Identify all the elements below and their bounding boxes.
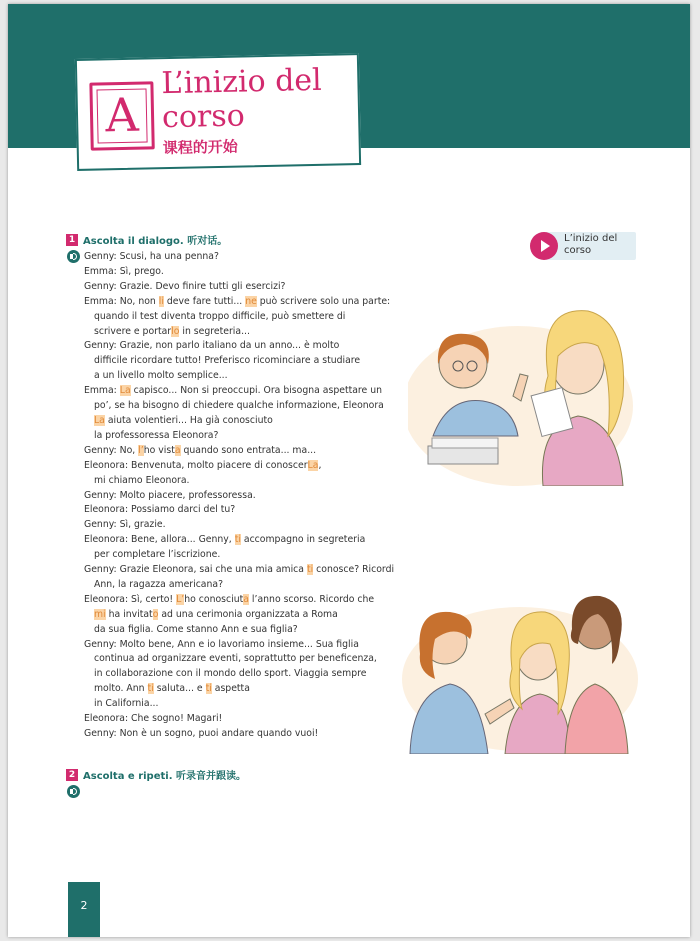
page-title: L’inizio del corso [161, 62, 323, 136]
section-1-heading [66, 232, 227, 247]
book-page [8, 4, 690, 937]
dialogue-line: Genny: Grazie Eleonora, sai che una mia amica ti conosce? Ricordi Ann, la ragazza americana? [84, 564, 395, 590]
dialogue-line: Genny: Grazie. Devo finire tutti gli esercizi? [84, 280, 286, 292]
dialogue-line: Genny: No, l’ho vista quando sono entrata... ma... [84, 444, 317, 456]
section-2-heading [66, 767, 246, 782]
play-icon[interactable] [530, 232, 558, 260]
section-2-number: 2 [66, 769, 78, 781]
page-number: 2 [68, 882, 100, 937]
dialogue-line: Eleonora: Possiamo darci del tu? [84, 504, 236, 516]
page-subtitle: 课程的开始 [162, 137, 238, 158]
dialogue-line: Genny: Grazie, non parlo italiano da un anno... è molto difficile ricordare tutto! Preferisco ricominciare a studiare a un livello molto semplice... [84, 340, 361, 382]
title-box [75, 53, 361, 171]
dialogue-line: Eleonora: Sì, certo! L’ho conosciuta l’anno scorso. Ricordo che mi ha invitato ad una cerimonia organizzata a Roma da sua figlia. Come stanno Ann e sua figlia? [84, 593, 375, 635]
dialogue-text [84, 250, 414, 742]
audio-icon[interactable] [67, 785, 80, 798]
section-1-title: Ascolta il dialogo. 听对话。 [83, 236, 228, 247]
dialogue-line: Eleonora: Benvenuta, molto piacere di conoscerLa, mi chiamo Eleonora. [84, 459, 322, 486]
dialogue-line: Genny: Non è un sogno, puoi andare quando vuoi! [84, 728, 319, 739]
dialogue-line: Genny: Sì, grazie. [84, 519, 166, 531]
dialogue-line: Emma: La capisco... Non si preoccupi. Ora bisogna aspettare un po’, se ha bisogno di chiedere qualche informazione, Eleonora La aiuta volentieri... Ha già conosciuto la professoressa Eleonora? [84, 385, 384, 441]
audio-icon[interactable] [67, 250, 80, 263]
dialogue-line: Emma: Sì, prego. [84, 265, 164, 277]
dialogue-line: Genny: Scusi, ha una penna? [84, 251, 219, 262]
section-1-number: 1 [66, 234, 78, 246]
dialogue-line: Emma: No, non li deve fare tutti... ne può scrivere solo una parte: quando il test diventa troppo difficile, può smettere di scrivere e portarlo in segreteria... [84, 295, 391, 337]
video-label: L’inizio del corso [564, 233, 618, 256]
unit-letter: A [89, 81, 154, 150]
dialogue-line: Genny: Molto piacere, professoressa. [84, 489, 256, 501]
dialogue-line: Genny: Molto bene, Ann e io lavoriamo insieme... Sua figlia continua ad organizzare eventi, soprattutto per beneficenza, in collaborazione con il mondo dello sport. Viaggia sempre molto. Ann ti saluta... e ti aspetta in California... [84, 638, 377, 710]
illustration-classroom [408, 286, 638, 486]
section-2-title: Ascolta e ripeti. 听录音并跟读。 [83, 771, 246, 782]
dialogue-line: Eleonora: Bene, allora... Genny, ti accompagno in segreteria per completare l’iscrizione. [84, 534, 366, 561]
dialogue-line: Eleonora: Che sogno! Magari! [84, 713, 223, 725]
video-button[interactable] [530, 232, 636, 260]
illustration-greeting [400, 584, 640, 754]
